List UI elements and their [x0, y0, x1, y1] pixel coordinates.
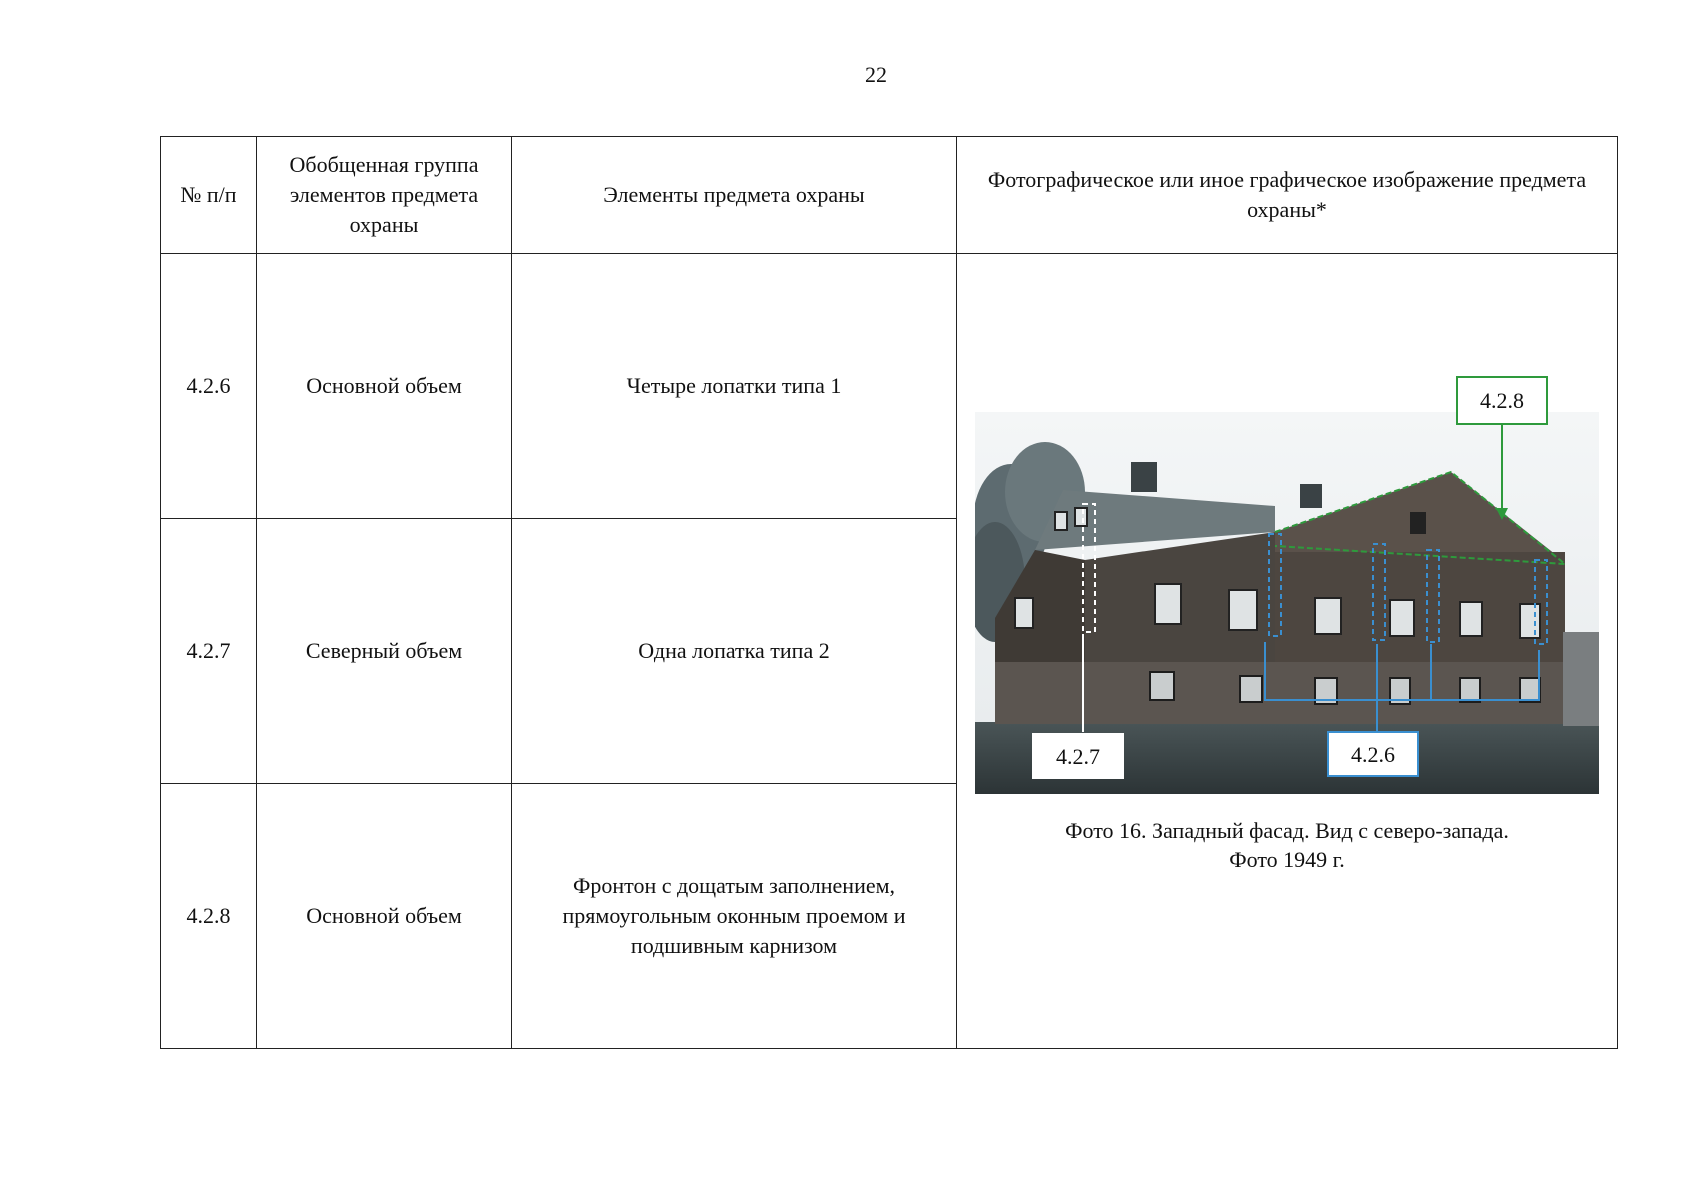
page-number: 22 [865, 62, 887, 87]
cell-elements: Одна лопатка типа 2 [512, 519, 957, 784]
caption-line-2: Фото 1949 г. [1229, 846, 1345, 872]
table-header-row [161, 137, 1618, 254]
facade-photo [975, 372, 1599, 794]
label-4-2-8-text: 4.2.8 [1480, 388, 1524, 413]
header-num: № п/п [161, 137, 257, 254]
label-4-2-6-text: 4.2.6 [1351, 742, 1395, 767]
photo-caption [957, 817, 1617, 874]
label-4-2-8 [1457, 377, 1547, 424]
label-4-2-7-text: 4.2.7 [1056, 744, 1100, 769]
label-4-2-6 [1328, 732, 1418, 776]
cell-num: 4.2.8 [161, 784, 257, 1049]
cell-num: 4.2.7 [161, 519, 257, 784]
caption-line-1: Фото 16. Западный фасад. Вид с северо-запада. [1065, 818, 1509, 843]
fence [1563, 632, 1599, 726]
header-image: Фотографическое или иное графическое изображение предмета охраны* [957, 137, 1618, 254]
chimney [1131, 462, 1157, 492]
cell-elements: Четыре лопатки типа 1 [512, 254, 957, 519]
table-row [161, 254, 1618, 519]
cell-elements: Фронтон с дощатым заполнением, прямоугольным оконным проемом и подшивным карнизом [512, 784, 957, 1049]
cell-group: Основной объем [257, 254, 512, 519]
header-group: Обобщенная группа элементов предмета охраны [257, 137, 512, 254]
gable-window [1410, 512, 1426, 534]
header-elements: Элементы предмета охраны [512, 137, 957, 254]
photo-cell [957, 254, 1618, 1049]
label-4-2-7 [1033, 734, 1123, 778]
chimney [1300, 484, 1322, 508]
cell-num: 4.2.6 [161, 254, 257, 519]
cell-group: Основной объем [257, 784, 512, 1049]
protection-table [160, 136, 1618, 1049]
cell-group: Северный объем [257, 519, 512, 784]
